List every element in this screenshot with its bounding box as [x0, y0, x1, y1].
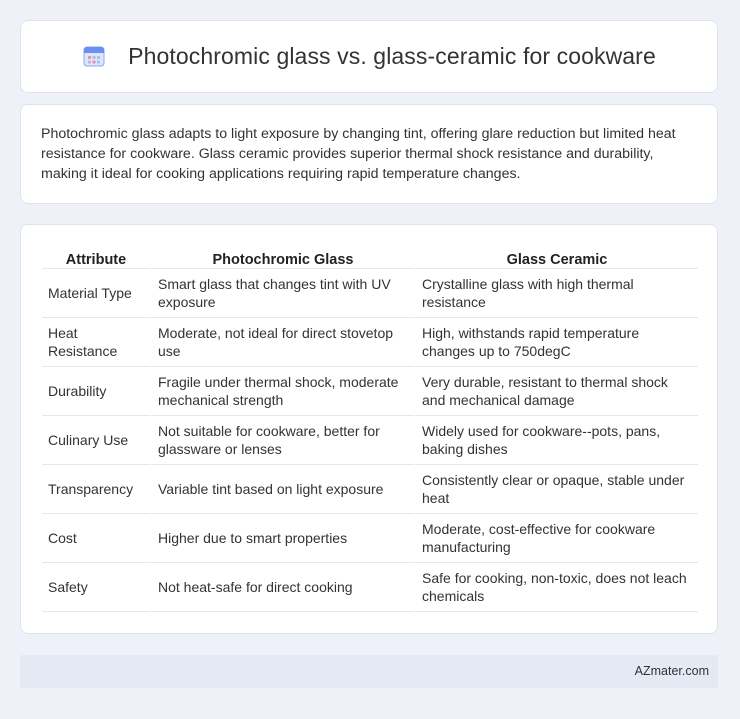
attribute-cell: Culinary Use [42, 416, 150, 465]
glass-ceramic-cell: Widely used for cookware--pots, pans, baking dishes [414, 416, 698, 465]
glass-ceramic-cell: Moderate, cost-effective for cookware manufacturing [414, 514, 698, 563]
glass-ceramic-cell: Very durable, resistant to thermal shock and mechanical damage [414, 367, 698, 416]
attribute-cell: Heat Resistance [42, 318, 150, 367]
attribute-cell: Material Type [42, 269, 150, 318]
glass-ceramic-cell: Consistently clear or opaque, stable under heat [414, 465, 698, 514]
summary-card [20, 104, 718, 204]
table-row [42, 269, 698, 318]
table-row [42, 514, 698, 563]
attribute-cell: Transparency [42, 465, 150, 514]
calendar-icon [82, 44, 106, 68]
table-row [42, 318, 698, 367]
photochromic-cell: Variable tint based on light exposure [150, 465, 414, 514]
column-header-attribute: Attribute [42, 245, 150, 269]
table-row [42, 465, 698, 514]
attribute-cell: Safety [42, 563, 150, 612]
photochromic-cell: Smart glass that changes tint with UV exposure [150, 269, 414, 318]
summary-text: Photochromic glass adapts to light exposure by changing tint, offering glare reduction but limited heat resistance for cookware. Glass ceramic provides superior thermal shock resistance and durability, making it ideal for cooking applications requiring rapid temperature changes. [41, 126, 676, 182]
table-row [42, 563, 698, 612]
footer-bar [20, 655, 718, 688]
comparison-table [42, 245, 698, 612]
column-header-photochromic-glass: Photochromic Glass [150, 245, 414, 269]
table-row [42, 367, 698, 416]
glass-ceramic-cell: High, withstands rapid temperature changes up to 750degC [414, 318, 698, 367]
page-title: Photochromic glass vs. glass-ceramic for cookware [128, 43, 656, 69]
table-header-row [42, 245, 698, 269]
photochromic-cell: Not heat-safe for direct cooking [150, 563, 414, 612]
footer-site-link[interactable]: AZmater.com [634, 664, 709, 678]
photochromic-cell: Not suitable for cookware, better for glassware or lenses [150, 416, 414, 465]
comparison-table-card [20, 224, 718, 634]
column-header-glass-ceramic: Glass Ceramic [414, 245, 698, 269]
title-card [20, 20, 718, 93]
glass-ceramic-cell: Safe for cooking, non-toxic, does not leach chemicals [414, 563, 698, 612]
attribute-cell: Durability [42, 367, 150, 416]
photochromic-cell: Fragile under thermal shock, moderate mechanical strength [150, 367, 414, 416]
glass-ceramic-cell: Crystalline glass with high thermal resistance [414, 269, 698, 318]
photochromic-cell: Moderate, not ideal for direct stovetop use [150, 318, 414, 367]
table-row [42, 416, 698, 465]
attribute-cell: Cost [42, 514, 150, 563]
photochromic-cell: Higher due to smart properties [150, 514, 414, 563]
